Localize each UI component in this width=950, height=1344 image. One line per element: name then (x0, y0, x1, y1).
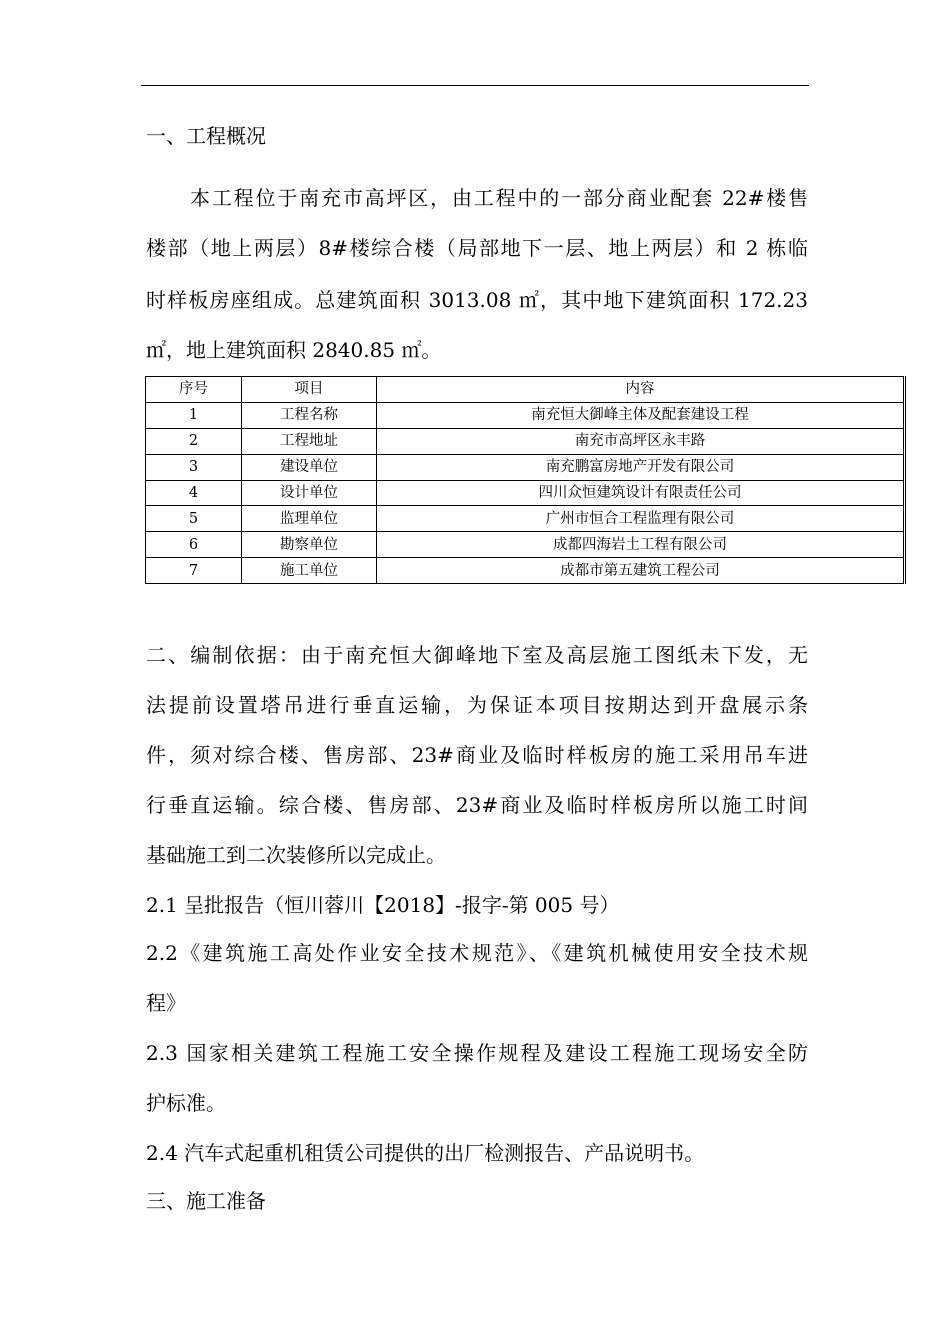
cell-item: 建设单位 (242, 454, 377, 480)
basis-item-2-1: 2.1 呈批报告（恒川蓉川【2018】-报字-第 005 号） (146, 893, 620, 917)
basis-line-1: 二、编制依据：由于南充恒大御峰地下室及高层施工图纸未下发，无 (146, 643, 808, 667)
cell-content: 南充鹏富房地产开发有限公司 (377, 454, 905, 480)
basis-item-2-4: 2.4 汽车式起重机租赁公司提供的出厂检测报告、产品说明书。 (146, 1141, 705, 1165)
table-row (146, 558, 905, 584)
header-content: 内容 (377, 377, 905, 403)
table-row (146, 454, 905, 480)
basis-item-2-3-line-2: 护标准。 (146, 1091, 226, 1115)
header-rule (141, 85, 809, 86)
table-row (146, 532, 905, 558)
cell-item: 工程地址 (242, 428, 377, 454)
section-3-heading: 三、施工准备 (146, 1189, 266, 1213)
basis-item-2-2-line-2: 程》 (146, 991, 186, 1015)
cell-content: 四川众恒建筑设计有限责任公司 (377, 480, 905, 506)
cell-index: 7 (146, 558, 242, 584)
table-row (146, 506, 905, 532)
cell-index: 4 (146, 480, 242, 506)
cell-index: 6 (146, 532, 242, 558)
cell-item: 勘察单位 (242, 532, 377, 558)
header-index: 序号 (146, 377, 242, 403)
section-1-heading: 一、工程概况 (146, 124, 266, 148)
basis-item-2-2-line-1: 2.2《建筑施工高处作业安全技术规范》、《建筑机械使用安全技术规 (146, 941, 808, 965)
basis-item-2-3-line-1: 2.3 国家相关建筑工程施工安全操作规程及建设工程施工现场安全防 (146, 1041, 808, 1065)
overview-line-3: 时样板房座组成。总建筑面积 3013.08 ㎡，其中地下建筑面积 172.23 (146, 288, 808, 312)
cell-item: 施工单位 (242, 558, 377, 584)
table-row (146, 480, 905, 506)
basis-line-4: 行垂直运输。综合楼、售房部、23#商业及临时样板房所以施工时间 (146, 793, 808, 817)
basis-line-3: 件，须对综合楼、售房部、23#商业及临时样板房的施工采用吊车进 (146, 743, 808, 767)
project-info-table (145, 376, 906, 584)
header-item: 项目 (242, 377, 377, 403)
cell-content: 成都四海岩土工程有限公司 (377, 532, 905, 558)
cell-content: 南充恒大御峰主体及配套建设工程 (377, 402, 905, 428)
table-row (146, 428, 905, 454)
cell-index: 1 (146, 402, 242, 428)
overview-line-2: 楼部（地上两层）8#楼综合楼（局部地下一层、地上两层）和 2 栋临 (146, 236, 808, 260)
cell-item: 监理单位 (242, 506, 377, 532)
cell-item: 设计单位 (242, 480, 377, 506)
table-row (146, 402, 905, 428)
basis-line-2: 法提前设置塔吊进行垂直运输，为保证本项目按期达到开盘展示条 (146, 693, 808, 717)
overview-line-1: 本工程位于南充市高坪区，由工程中的一部分商业配套 22#楼售 (190, 186, 808, 210)
table-header-row (146, 377, 905, 403)
cell-content: 成都市第五建筑工程公司 (377, 558, 905, 584)
cell-content: 南充市高坪区永丰路 (377, 428, 905, 454)
cell-index: 5 (146, 506, 242, 532)
cell-index: 3 (146, 454, 242, 480)
cell-content: 广州市恒合工程监理有限公司 (377, 506, 905, 532)
cell-item: 工程名称 (242, 402, 377, 428)
basis-line-5: 基础施工到二次装修所以完成止。 (146, 843, 446, 867)
overview-line-4: ㎡，地上建筑面积 2840.85 ㎡。 (146, 338, 442, 362)
cell-index: 2 (146, 428, 242, 454)
